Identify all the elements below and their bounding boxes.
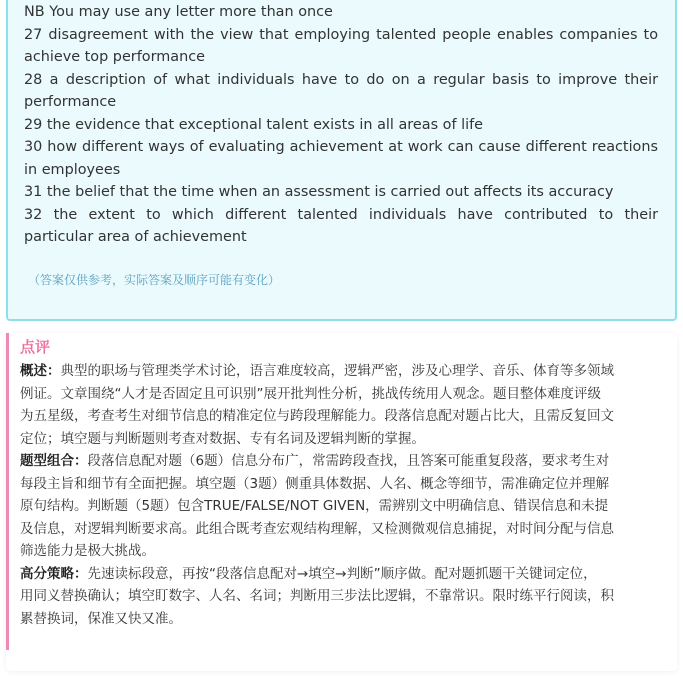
strategy-label: 高分策略： xyxy=(20,565,88,582)
type-text-3: 原句结构。判断题（5题）包含TRUE/FALSE/NOT GIVEN，需辨别文中明确信息、错误信息和未提 xyxy=(20,498,609,514)
type-text-2: 每段主旨和细节有全面把握。填空题（3题）侧重具体数据、人名、概念等细节，需准确定位并理解 xyxy=(20,475,610,492)
question-28-cont: performance xyxy=(24,94,117,110)
overview-text: 典型的职场与管理类学术讨论，语言难度较高，逻辑严密，涉及心理学、音乐、体育等多领域 xyxy=(60,363,614,379)
question-32: 32 the extent to which different talented individuals have contributed to their xyxy=(24,206,658,223)
overview-text-2: 例证。文章围绕“人才是否固定且可识别”展开批判性分析，挑战传统用人观念。题目整体难度评级 xyxy=(20,385,601,402)
question-28: 28 a description of what individuals have to do on a regular basis to improve their xyxy=(24,71,658,88)
strategy-line xyxy=(20,563,660,586)
strategy-text-3: 累替换词，保准又快又准。 xyxy=(20,610,182,627)
question-29: 29 the evidence that exceptional talent exists in all areas of life xyxy=(24,116,483,133)
question-27: 27 disagreement with the view that employing talented people enables companies to xyxy=(24,26,658,43)
overview-line xyxy=(20,360,660,383)
review-panel xyxy=(6,333,677,671)
strategy-text: 先速读标段意，再按“段落信息配对→填空→判断”顺序做。配对题抓题干关键词定位， xyxy=(87,565,597,582)
question-31: 31 the belief that the time when an assessment is carried out affects its accuracy xyxy=(24,184,614,200)
review-title: 点评 xyxy=(20,338,51,356)
type-line xyxy=(20,450,660,473)
overview-text-4: 定位；填空题与判断题则考查对数据、专有名词及逻辑判断的掌握。 xyxy=(20,430,425,447)
answer-disclaimer: （答案仅供参考，实际答案及顺序可能有变化） xyxy=(28,273,281,287)
question-instruction: NB You may use any letter more than once xyxy=(24,4,333,20)
type-text-5: 筛选能力是极大挑战。 xyxy=(20,543,155,559)
question-30: 30 how different ways of evaluating achievement at work can cause different reactions xyxy=(24,139,658,155)
question-30-cont: in employees xyxy=(24,161,121,178)
overview-label: 概述： xyxy=(20,363,61,379)
type-label: 题型组合： xyxy=(20,453,88,469)
review-accent-bar xyxy=(6,333,9,650)
strategy-text-2: 用同义替换确认；填空盯数字、人名、名词；判断用三步法比逻辑，不靠常识。限时练平行阅读，积 xyxy=(20,588,614,604)
questions-panel xyxy=(6,0,677,321)
overview-text-3: 为五星级，考查考生对细节信息的精准定位与跨段理解能力。段落信息配对题占比大，且需反复回文 xyxy=(20,408,614,424)
type-text-4: 及信息，对逻辑判断要求高。此组合既考查宏观结构理解，又检测微观信息捕捉，对时间分配与信息 xyxy=(20,520,614,537)
type-text: 段落信息配对题（6题）信息分布广，常需跨段查找，且答案可能重复段落，要求考生对 xyxy=(87,453,610,469)
question-32-cont: particular area of achievement xyxy=(24,229,247,245)
question-27-cont: achieve top performance xyxy=(24,49,205,65)
